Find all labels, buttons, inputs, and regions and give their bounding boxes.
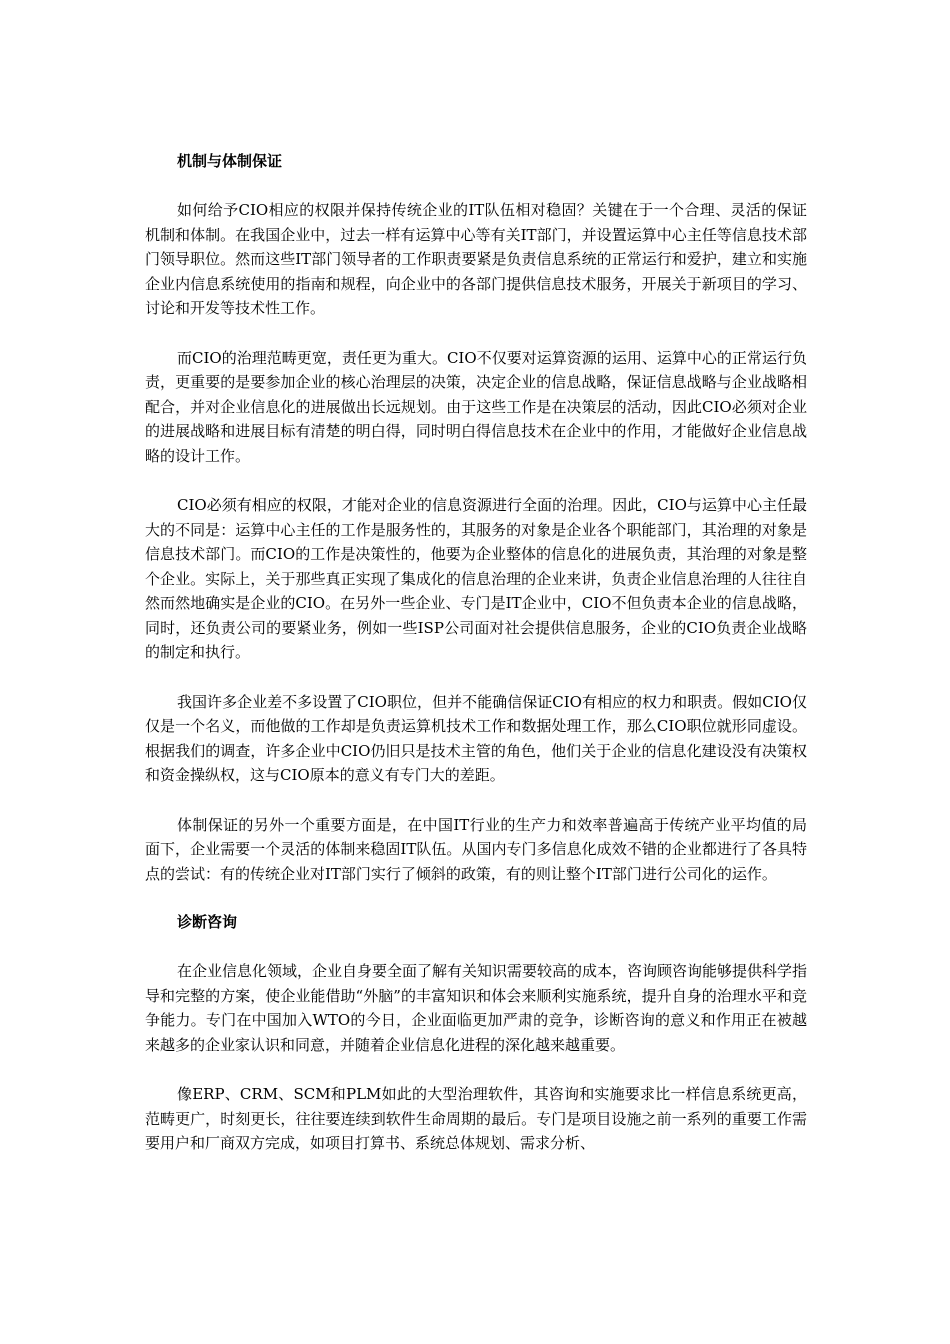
paragraph: 我国许多企业差不多设置了CIO职位，但并不能确信保证CIO有相应的权力和职责。假如CIO仅仅是一个名义，而他做的工作却是负责运算机技术工作和数据处理工作，那么CIO职位就形同虚设。根据我们的调查，许多企业中CIO仍旧只是技术主管的角色，他们关于企业的信息化建设没有决策权和资金操纵权，这与CIO原本的意义有专门大的差距。 [145,692,807,784]
document-page [145,150,807,1181]
paragraph: 在企业信息化领域，企业自身要全面了解有关知识需要较高的成本，咨询顾咨询能够提供科学指导和完整的方案，使企业能借助“外脑”的丰富知识和体会来顺利实施系统，提升自身的治理水平和竞争能力。专门在中国加入WTO的今日，企业面临更加严肃的竞争，诊断咨询的意义和作用正在被越来越多的企业家认识和同意，并随着企业信息化进程的深化越来越重要。 [145,962,808,1054]
section-mechanism [145,150,807,886]
section-consulting [145,911,807,1156]
section-heading: 诊断咨询 [177,913,238,931]
paragraph: 像ERP、CRM、SCM和PLM如此的大型治理软件，其咨询和实施要求比一样信息系统更高，范畴更广，时刻更长，往往要连续到软件生命周期的最后。专门是项目设施之前一系列的重要工作需要用户和厂商双方完成，如项目打算书、系统总体规划、需求分析、 [145,1085,807,1152]
paragraph: 体制保证的另外一个重要方面是，在中国IT行业的生产力和效率普遍高于传统产业平均值的局面下，企业需要一个灵活的体制来稳固IT队伍。从国内专门多信息化成效不错的企业都进行了各具特点的尝试：有的传统企业对IT部门实行了倾斜的政策，有的则让整个IT部门进行公司化的运作。 [145,815,807,883]
paragraph: CIO必须有相应的权限，才能对企业的信息资源进行全面的治理。因此，CIO与运算中心主任最大的不同是：运算中心主任的工作是服务性的，其服务的对象是企业各个职能部门，其治理的对象是信息技术部门。而CIO的工作是决策性的，他要为企业整体的信息化的进展负责，其治理的对象是整个企业。实际上，关于那些真正实现了集成化的信息治理的企业来讲，负责企业信息治理的人往往自然而然地确实是企业的CIO。在另外一些企业、专门是IT企业中，CIO不但负责本企业的信息战略，同时，还负责公司的要紧业务，例如一些ISP公司面对社会提供信息服务，企业的CIO负责企业战略的制定和执行。 [145,496,807,661]
paragraph: 如何给予CIO相应的权限并保持传统企业的IT队伍相对稳固？关键在于一个合理、灵活的保证机制和体制。在我国企业中，过去一样有运算中心等有关IT部门，并设置运算中心主任等信息技术部门领导职位。然而这些IT部门领导者的工作职责要紧是负责信息系统的正常运行和爱护，建立和实施企业内信息系统使用的指南和规程，向企业中的各部门提供信息技术服务，开展关于新项目的学习、讨论和开发等技术性工作。 [145,201,807,317]
paragraph: 而CIO的治理范畴更宽，责任更为重大。CIO不仅要对运算资源的运用、运算中心的正常运行负责，更重要的是要参加企业的核心治理层的决策，决定企业的信息战略，保证信息战略与企业战略相配合，并对企业信息化的进展做出长远规划。由于这些工作是在决策层的活动，因此CIO必须对企业的进展战略和进展目标有清楚的明白得，同时明白得信息技术在企业中的作用，才能做好企业信息战略的设计工作。 [145,348,807,465]
section-heading: 机制与体制保证 [177,152,283,170]
